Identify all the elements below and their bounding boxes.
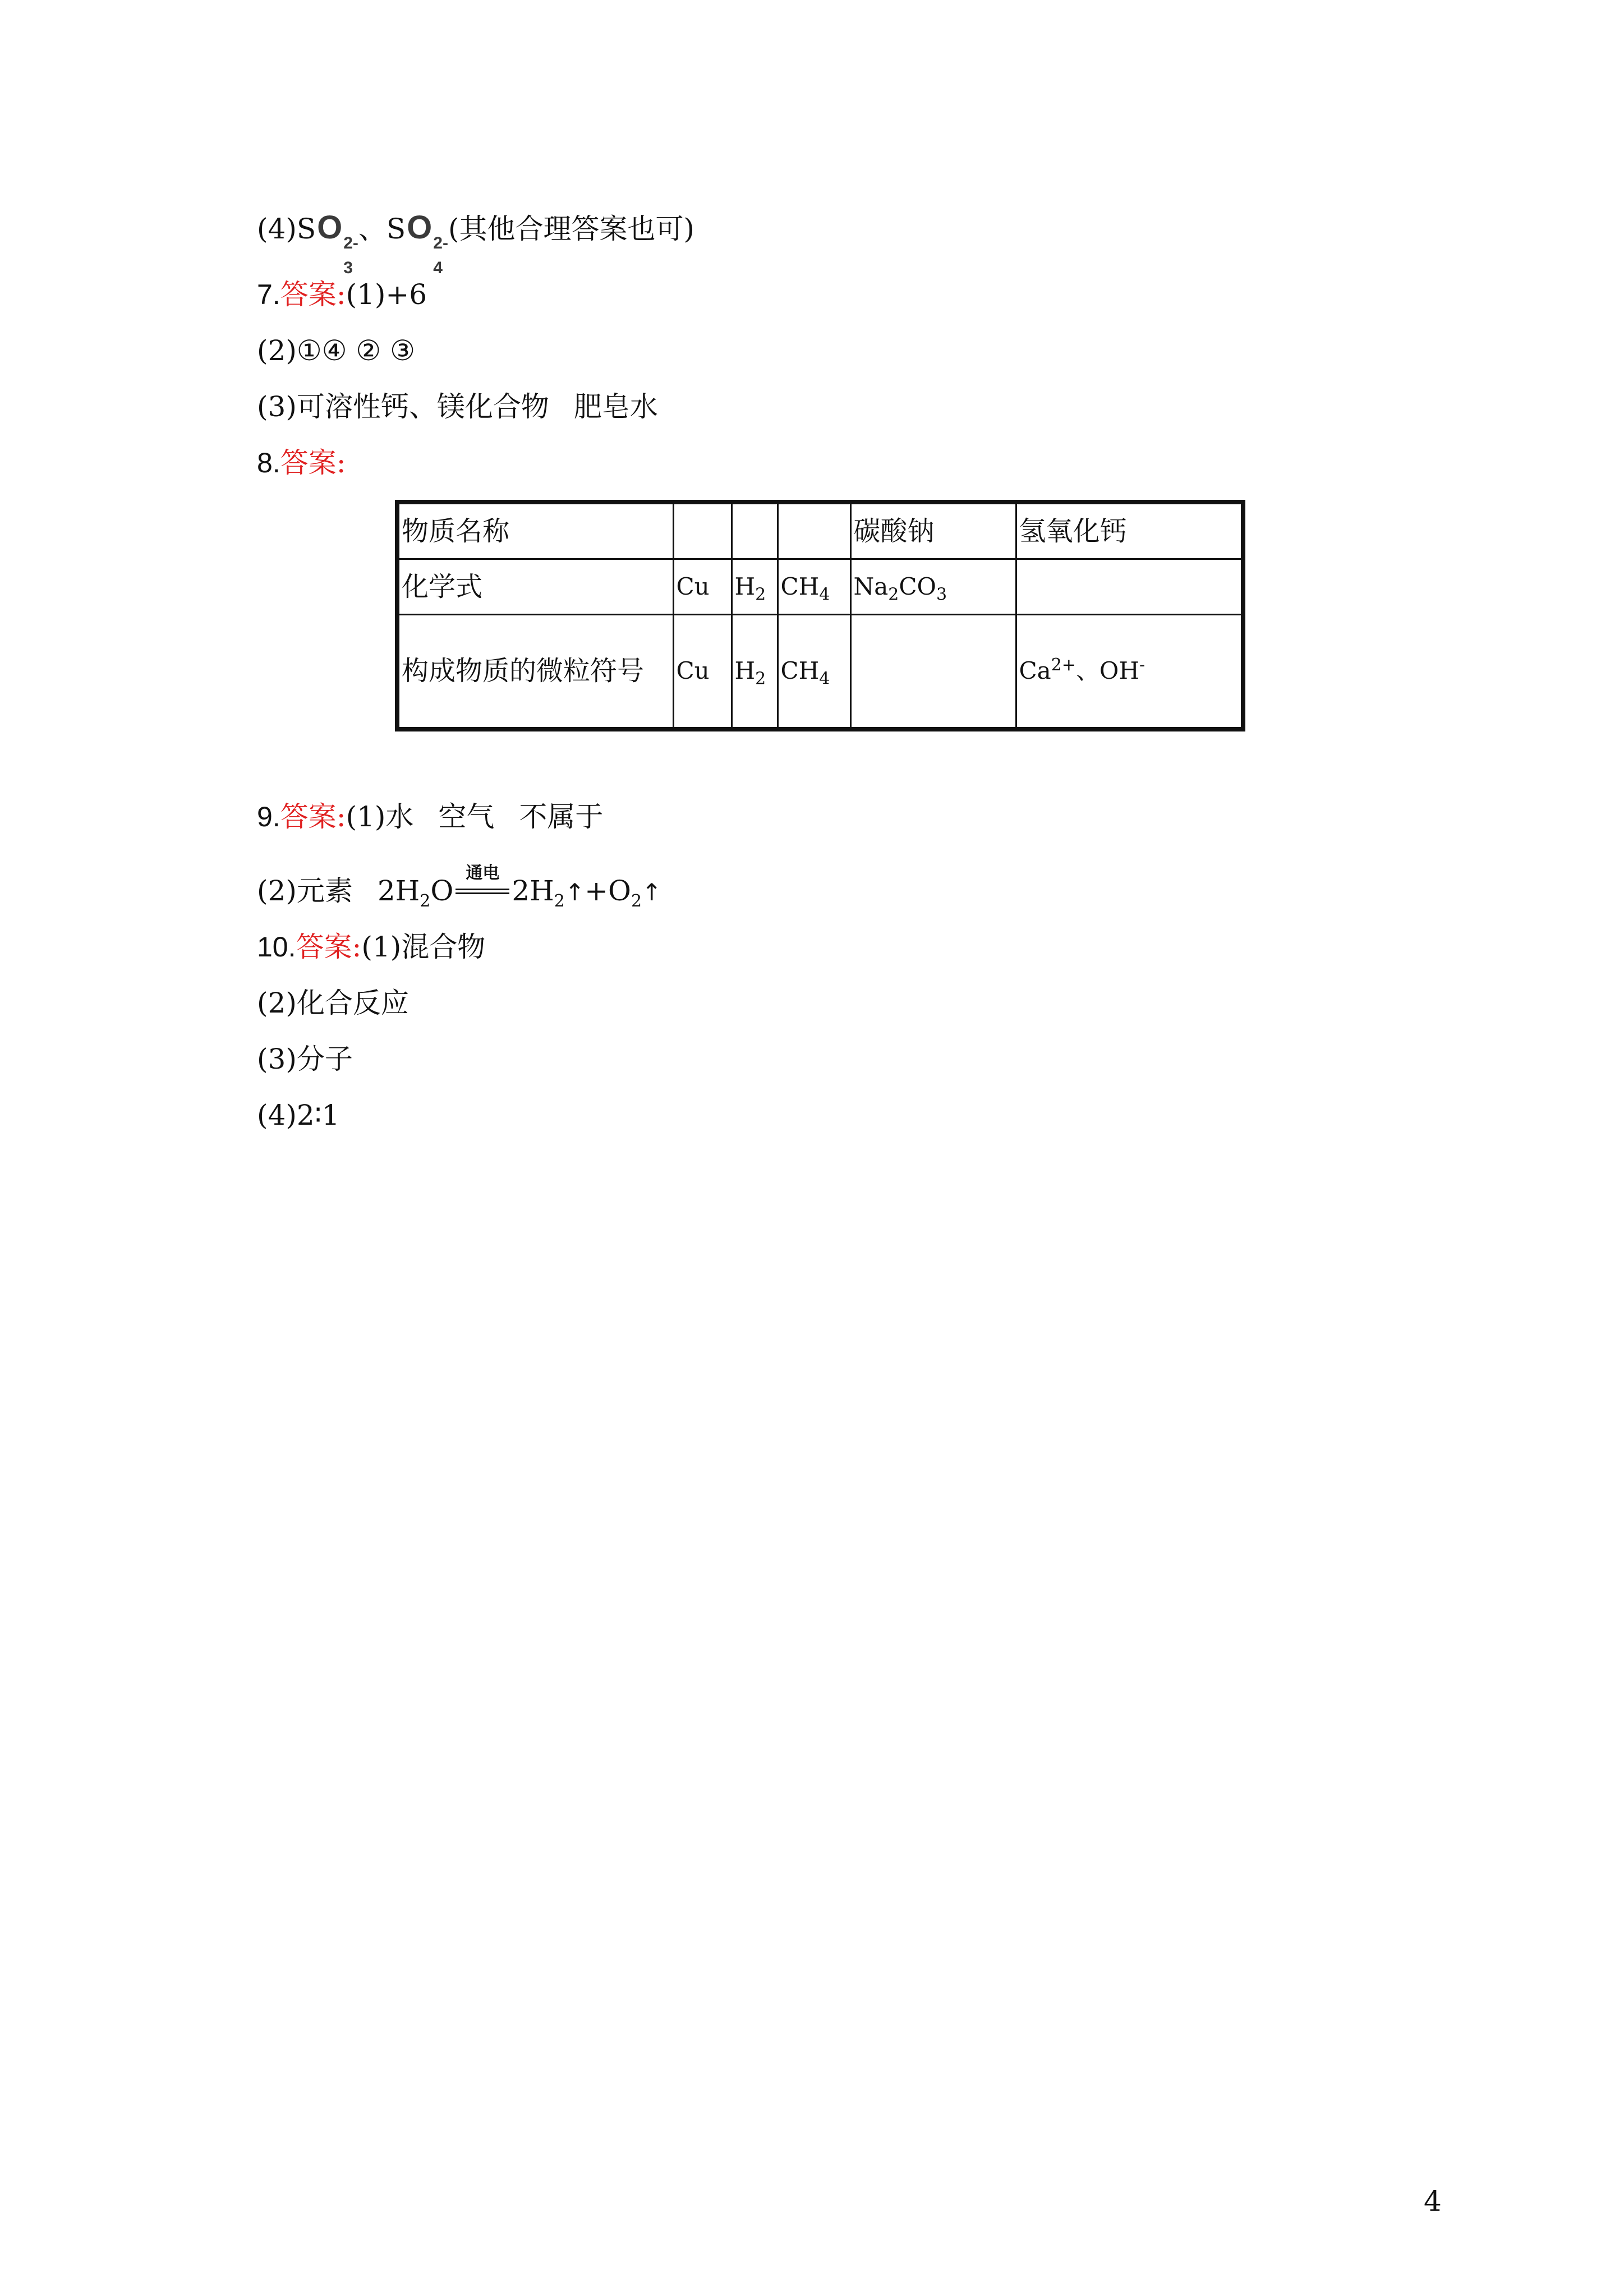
- table-cell: $H_2$: [732, 559, 778, 615]
- table-row: [397, 559, 1243, 615]
- q10-part4-line: [257, 1097, 339, 1133]
- answer-text: (2)①④ ② ③: [257, 334, 415, 367]
- table-cell: $Ca^{2+}$、OH-: [1016, 615, 1243, 729]
- q10-part2-line: [257, 985, 409, 1021]
- question-number: 7.: [257, 279, 280, 310]
- q7-part3-line: [257, 389, 658, 425]
- answer-text: (1)+6: [346, 278, 427, 311]
- answer-label: 答案:: [280, 800, 346, 833]
- table-cell: Cu: [673, 559, 732, 615]
- table-row: [397, 615, 1243, 729]
- answer-text: (1)水: [346, 800, 414, 833]
- q10-header-line: [257, 929, 485, 965]
- q9-part2-line: [257, 863, 662, 911]
- answer-text: (1)混合物: [361, 931, 486, 963]
- table-cell: 碳酸钠: [850, 502, 1016, 559]
- table-cell: [778, 502, 850, 559]
- q7-header-line: [257, 277, 427, 312]
- sulfite-ion: S O 2- 3: [296, 209, 358, 277]
- sulfate-ion: S O 2- 4: [386, 209, 448, 277]
- answer-text: (3)可溶性钙、镁化合物: [257, 390, 549, 423]
- q8-header-line: [257, 445, 346, 481]
- table-cell: 氢氧化钙: [1016, 502, 1243, 559]
- table-cell: [732, 502, 778, 559]
- row-header: 化学式: [397, 559, 673, 615]
- answer-text: (3)分子: [257, 1043, 353, 1075]
- answer-text: 肥皂水: [573, 390, 658, 423]
- electrolysis-equation: $2H_2O$ 通电 $2H_2↑+O_2↑$: [377, 863, 662, 911]
- gas-arrow-icon: ↑: [564, 878, 585, 906]
- answer-text: (4)2∶1: [257, 1099, 340, 1131]
- table-cell: $Na_2CO_3$: [850, 559, 1016, 615]
- table-cell: [673, 502, 732, 559]
- question-number: 10.: [257, 931, 296, 963]
- q10-part3-line: [257, 1041, 353, 1077]
- q6-part4-separator: 、: [358, 213, 387, 245]
- table-cell: [850, 615, 1016, 729]
- q9-header-line: [257, 799, 603, 835]
- answer-text: 不属于: [519, 800, 604, 833]
- substance-table: [395, 500, 1245, 731]
- table-row: [397, 502, 1243, 559]
- row-header: 物质名称: [397, 502, 673, 559]
- answer-text: 空气: [438, 800, 495, 833]
- table-cell: $CH_4$: [778, 559, 850, 615]
- reaction-condition: 通电: [456, 882, 509, 904]
- answer-text: (2)化合反应: [257, 987, 409, 1019]
- q6-part4-note: (其他合理答案也可): [448, 213, 694, 245]
- table-cell: [1016, 559, 1243, 615]
- q6-part4-prefix: (4): [257, 213, 297, 245]
- answer-text: (2)元素: [257, 875, 353, 907]
- q6-part4-line: [257, 209, 694, 277]
- row-header: 构成物质的微粒符号: [397, 615, 673, 729]
- q7-part2-line: [257, 333, 415, 369]
- table-cell: Cu: [673, 615, 732, 729]
- page-number: 4: [1424, 2185, 1442, 2217]
- table-cell: $H_2$: [732, 615, 778, 729]
- answer-label: 答案:: [296, 931, 362, 963]
- table-cell: $CH_4$: [778, 615, 850, 729]
- answer-label: 答案:: [280, 447, 346, 479]
- question-number: 8.: [257, 447, 280, 478]
- gas-arrow-icon: ↑: [642, 878, 662, 906]
- answer-label: 答案:: [280, 278, 346, 311]
- question-number: 9.: [257, 801, 280, 832]
